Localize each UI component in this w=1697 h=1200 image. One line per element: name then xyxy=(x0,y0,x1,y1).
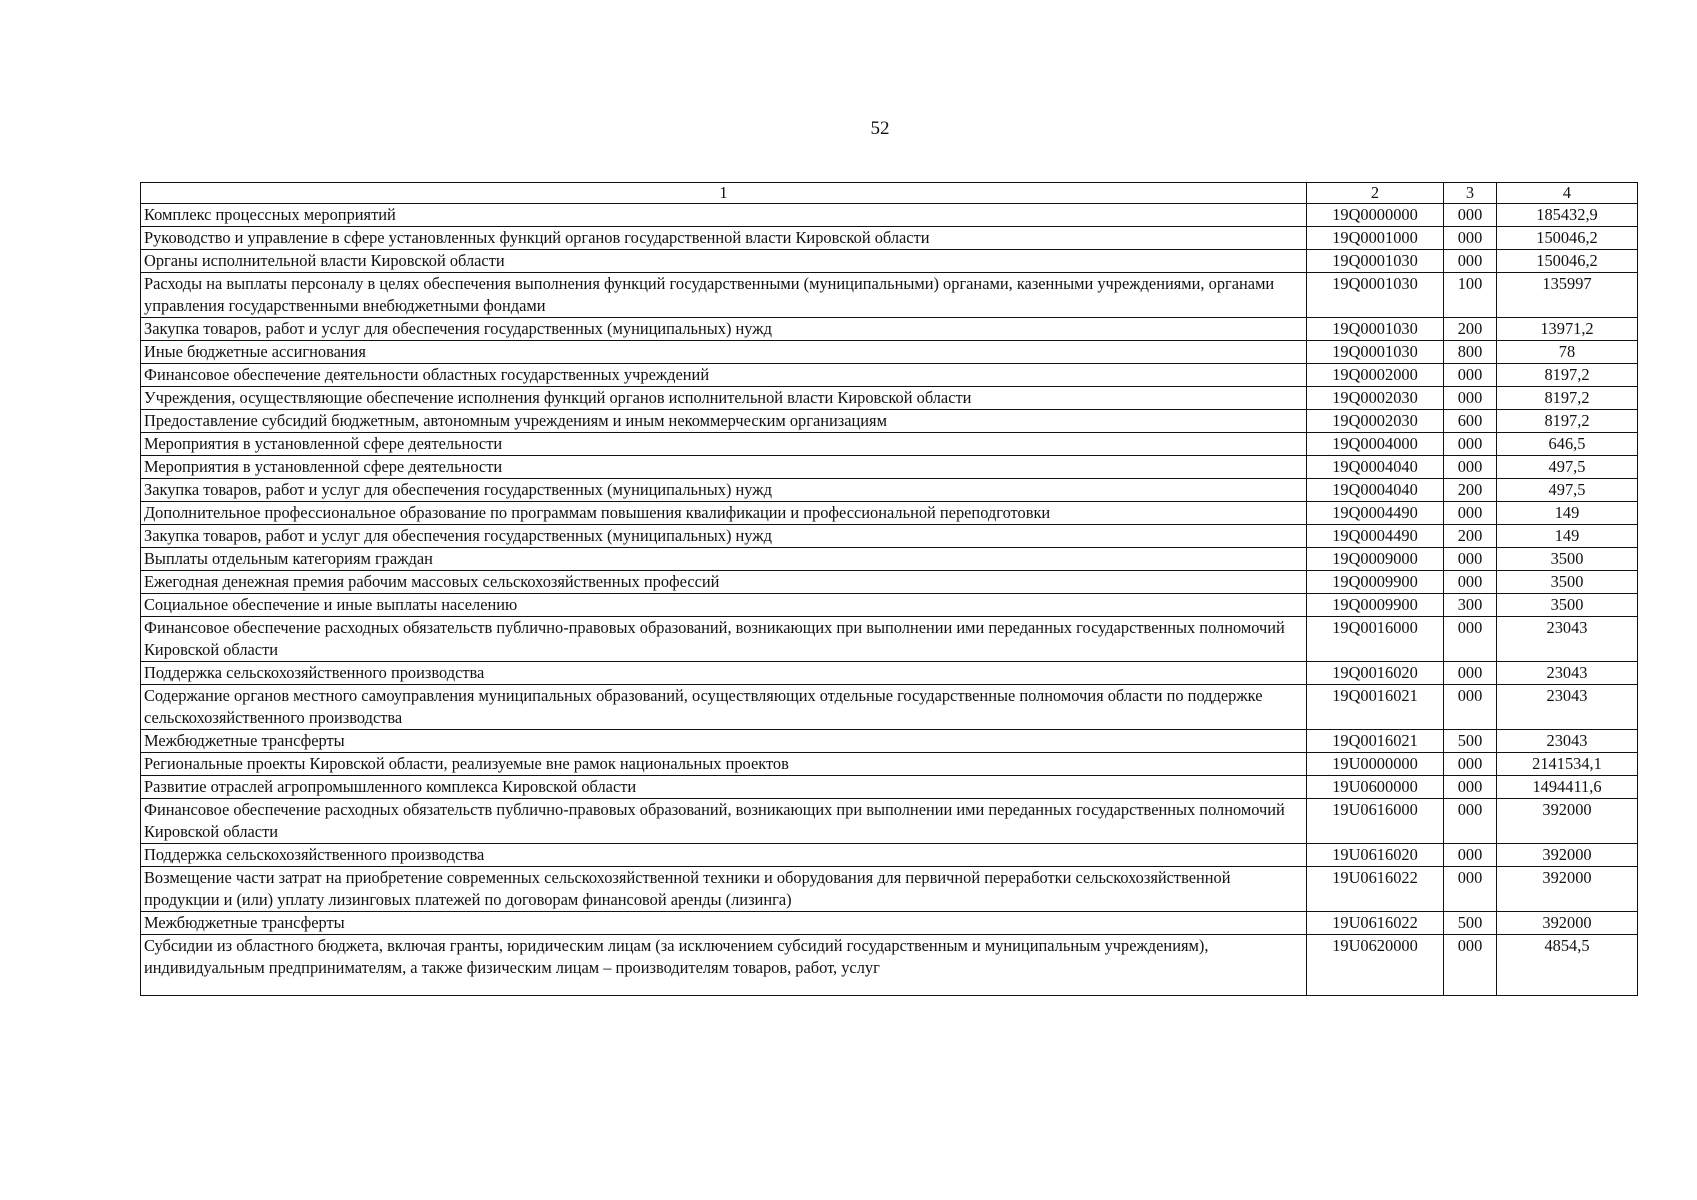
row-code-cell: 19Q0002000 xyxy=(1307,364,1444,387)
row-type-cell: 200 xyxy=(1444,479,1497,502)
table-row xyxy=(141,799,1638,844)
row-amount-cell: 497,5 xyxy=(1497,456,1638,479)
row-type-cell: 300 xyxy=(1444,594,1497,617)
row-name-cell: Межбюджетные трансферты xyxy=(141,912,1307,935)
row-name-cell: Учреждения, осуществляющие обеспечение исполнения функций органов исполнительной власти Кировской области xyxy=(141,387,1307,410)
row-amount-cell: 23043 xyxy=(1497,662,1638,685)
row-type-cell: 100 xyxy=(1444,273,1497,318)
header-column-2: 2 xyxy=(1307,183,1444,204)
table-row xyxy=(141,410,1638,433)
row-name-cell: Социальное обеспечение и иные выплаты населению xyxy=(141,594,1307,617)
table-row xyxy=(141,525,1638,548)
row-type-cell: 500 xyxy=(1444,912,1497,935)
row-type-cell: 000 xyxy=(1444,685,1497,730)
row-name-cell: Предоставление субсидий бюджетным, автономным учреждениям и иным некоммерческим организациям xyxy=(141,410,1307,433)
row-code-cell: 19Q0001030 xyxy=(1307,250,1444,273)
row-type-cell: 000 xyxy=(1444,662,1497,685)
table-row xyxy=(141,479,1638,502)
row-amount-cell: 185432,9 xyxy=(1497,204,1638,227)
row-name-cell: Выплаты отдельным категориям граждан xyxy=(141,548,1307,571)
table-row xyxy=(141,227,1638,250)
row-amount-cell: 149 xyxy=(1497,502,1638,525)
table-row xyxy=(141,318,1638,341)
table-row xyxy=(141,387,1638,410)
row-type-cell: 000 xyxy=(1444,844,1497,867)
row-amount-cell: 23043 xyxy=(1497,730,1638,753)
table-row xyxy=(141,341,1638,364)
table-row xyxy=(141,273,1638,318)
row-code-cell: 19Q0002030 xyxy=(1307,387,1444,410)
row-code-cell: 19Q0009000 xyxy=(1307,548,1444,571)
row-name-cell: Мероприятия в установленной сфере деятельности xyxy=(141,456,1307,479)
row-code-cell: 19U0600000 xyxy=(1307,776,1444,799)
row-type-cell: 000 xyxy=(1444,548,1497,571)
row-name-cell: Расходы на выплаты персоналу в целях обеспечения выполнения функций государственными (муниципальными) органами, казенными учреждениями, органами управления государственными внебюджетными фондами xyxy=(141,273,1307,318)
row-amount-cell: 646,5 xyxy=(1497,433,1638,456)
row-code-cell: 19Q0016021 xyxy=(1307,685,1444,730)
row-type-cell: 600 xyxy=(1444,410,1497,433)
row-amount-cell: 3500 xyxy=(1497,594,1638,617)
header-column-3: 3 xyxy=(1444,183,1497,204)
row-type-cell: 000 xyxy=(1444,227,1497,250)
row-name-cell: Развитие отраслей агропромышленного комплекса Кировской области xyxy=(141,776,1307,799)
row-type-cell: 800 xyxy=(1444,341,1497,364)
row-code-cell: 19Q0004040 xyxy=(1307,479,1444,502)
table-row xyxy=(141,456,1638,479)
row-amount-cell: 8197,2 xyxy=(1497,410,1638,433)
row-code-cell: 19U0616022 xyxy=(1307,867,1444,912)
row-type-cell: 000 xyxy=(1444,387,1497,410)
row-code-cell: 19Q0009900 xyxy=(1307,594,1444,617)
table-row xyxy=(141,912,1638,935)
row-code-cell: 19Q0001030 xyxy=(1307,318,1444,341)
row-code-cell: 19Q0001030 xyxy=(1307,341,1444,364)
row-name-cell: Межбюджетные трансферты xyxy=(141,730,1307,753)
table-row xyxy=(141,594,1638,617)
row-code-cell: 19Q0002030 xyxy=(1307,410,1444,433)
row-name-cell: Комплекс процессных мероприятий xyxy=(141,204,1307,227)
row-type-cell: 000 xyxy=(1444,776,1497,799)
table-row xyxy=(141,730,1638,753)
row-amount-cell: 1494411,6 xyxy=(1497,776,1638,799)
header-row xyxy=(141,183,1638,204)
row-code-cell: 19Q0004040 xyxy=(1307,456,1444,479)
row-name-cell: Финансовое обеспечение деятельности областных государственных учреждений xyxy=(141,364,1307,387)
row-type-cell: 200 xyxy=(1444,525,1497,548)
row-type-cell: 500 xyxy=(1444,730,1497,753)
row-amount-cell: 150046,2 xyxy=(1497,250,1638,273)
row-name-cell: Дополнительное профессиональное образование по программам повышения квалификации и профессиональной переподготовки xyxy=(141,502,1307,525)
row-amount-cell: 392000 xyxy=(1497,844,1638,867)
row-type-cell: 000 xyxy=(1444,250,1497,273)
row-code-cell: 19U0000000 xyxy=(1307,753,1444,776)
table-row xyxy=(141,685,1638,730)
row-code-cell: 19Q0004000 xyxy=(1307,433,1444,456)
row-type-cell: 200 xyxy=(1444,318,1497,341)
row-amount-cell: 392000 xyxy=(1497,867,1638,912)
row-type-cell: 000 xyxy=(1444,433,1497,456)
row-name-cell: Иные бюджетные ассигнования xyxy=(141,341,1307,364)
table-row xyxy=(141,617,1638,662)
table-row xyxy=(141,364,1638,387)
row-amount-cell: 3500 xyxy=(1497,571,1638,594)
row-type-cell: 000 xyxy=(1444,935,1497,996)
row-type-cell: 000 xyxy=(1444,502,1497,525)
row-name-cell: Закупка товаров, работ и услуг для обеспечения государственных (муниципальных) нужд xyxy=(141,318,1307,341)
row-type-cell: 000 xyxy=(1444,571,1497,594)
row-amount-cell: 392000 xyxy=(1497,799,1638,844)
row-name-cell: Поддержка сельскохозяйственного производства xyxy=(141,844,1307,867)
row-type-cell: 000 xyxy=(1444,753,1497,776)
row-name-cell: Поддержка сельскохозяйственного производства xyxy=(141,662,1307,685)
row-name-cell: Финансовое обеспечение расходных обязательств публично-правовых образований, возникающих при выполнении ими переданных государственных полномочий Кировской области xyxy=(141,617,1307,662)
header-column-4: 4 xyxy=(1497,183,1638,204)
row-type-cell: 000 xyxy=(1444,867,1497,912)
row-code-cell: 19Q0004490 xyxy=(1307,502,1444,525)
row-amount-cell: 149 xyxy=(1497,525,1638,548)
row-type-cell: 000 xyxy=(1444,364,1497,387)
table-row xyxy=(141,548,1638,571)
header-column-1: 1 xyxy=(141,183,1307,204)
row-amount-cell: 23043 xyxy=(1497,685,1638,730)
table-row xyxy=(141,867,1638,912)
row-amount-cell: 13971,2 xyxy=(1497,318,1638,341)
row-code-cell: 19U0616022 xyxy=(1307,912,1444,935)
row-amount-cell: 2141534,1 xyxy=(1497,753,1638,776)
row-amount-cell: 3500 xyxy=(1497,548,1638,571)
row-amount-cell: 497,5 xyxy=(1497,479,1638,502)
row-code-cell: 19U0616000 xyxy=(1307,799,1444,844)
row-type-cell: 000 xyxy=(1444,617,1497,662)
table-row xyxy=(141,776,1638,799)
row-amount-cell: 4854,5 xyxy=(1497,935,1638,996)
row-name-cell: Региональные проекты Кировской области, реализуемые вне рамок национальных проектов xyxy=(141,753,1307,776)
row-name-cell: Содержание органов местного самоуправления муниципальных образований, осуществляющих отдельные государственные полномочия области по поддержке сельскохозяйственного производства xyxy=(141,685,1307,730)
table-row xyxy=(141,250,1638,273)
table-row xyxy=(141,844,1638,867)
row-code-cell: 19Q0016020 xyxy=(1307,662,1444,685)
row-amount-cell: 23043 xyxy=(1497,617,1638,662)
row-name-cell: Органы исполнительной власти Кировской области xyxy=(141,250,1307,273)
row-amount-cell: 135997 xyxy=(1497,273,1638,318)
row-code-cell: 19Q0016000 xyxy=(1307,617,1444,662)
row-type-cell: 000 xyxy=(1444,204,1497,227)
row-code-cell: 19Q0004490 xyxy=(1307,525,1444,548)
table-row xyxy=(141,204,1638,227)
table-row xyxy=(141,753,1638,776)
row-code-cell: 19Q0009900 xyxy=(1307,571,1444,594)
row-amount-cell: 392000 xyxy=(1497,912,1638,935)
table-row xyxy=(141,433,1638,456)
row-name-cell: Финансовое обеспечение расходных обязательств публично-правовых образований, возникающих при выполнении ими переданных государственных полномочий Кировской области xyxy=(141,799,1307,844)
budget-table xyxy=(140,182,1638,996)
row-amount-cell: 150046,2 xyxy=(1497,227,1638,250)
row-code-cell: 19U0616020 xyxy=(1307,844,1444,867)
row-name-cell: Закупка товаров, работ и услуг для обеспечения государственных (муниципальных) нужд xyxy=(141,525,1307,548)
row-amount-cell: 78 xyxy=(1497,341,1638,364)
row-code-cell: 19Q0016021 xyxy=(1307,730,1444,753)
row-name-cell: Руководство и управление в сфере установленных функций органов государственной власти Кировской области xyxy=(141,227,1307,250)
row-code-cell: 19Q0001030 xyxy=(1307,273,1444,318)
table-row xyxy=(141,935,1638,996)
row-type-cell: 000 xyxy=(1444,799,1497,844)
row-name-cell: Закупка товаров, работ и услуг для обеспечения государственных (муниципальных) нужд xyxy=(141,479,1307,502)
row-code-cell: 19Q0000000 xyxy=(1307,204,1444,227)
row-type-cell: 000 xyxy=(1444,456,1497,479)
row-name-cell: Возмещение части затрат на приобретение современных сельскохозяйственной техники и оборудования для первичной переработки сельскохозяйственной продукции и (или) уплату лизинговых платежей по договорам финансовой аренды (лизинга) xyxy=(141,867,1307,912)
row-amount-cell: 8197,2 xyxy=(1497,364,1638,387)
page-number: 52 xyxy=(870,118,890,139)
table-row xyxy=(141,662,1638,685)
row-name-cell: Мероприятия в установленной сфере деятельности xyxy=(141,433,1307,456)
row-amount-cell: 8197,2 xyxy=(1497,387,1638,410)
table-row xyxy=(141,571,1638,594)
row-code-cell: 19U0620000 xyxy=(1307,935,1444,996)
row-name-cell: Ежегодная денежная премия рабочим массовых сельскохозяйственных профессий xyxy=(141,571,1307,594)
row-code-cell: 19Q0001000 xyxy=(1307,227,1444,250)
table-row xyxy=(141,502,1638,525)
row-name-cell: Субсидии из областного бюджета, включая гранты, юридическим лицам (за исключением субсидий государственным и муниципальным учреждениям), индивидуальным предпринимателям, а также физическим лицам – производителям товаров, работ, услуг xyxy=(141,935,1307,996)
